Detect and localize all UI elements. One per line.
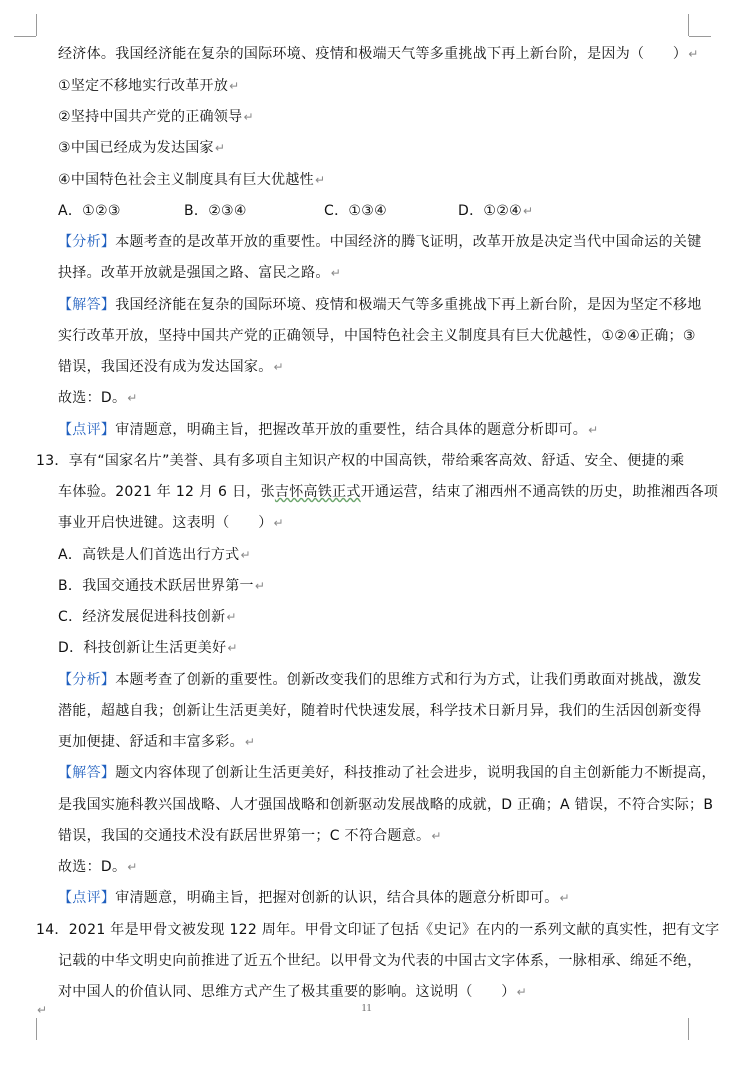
result-line: 故选：D。↵	[58, 859, 138, 875]
text-line: 错误，我国的交通技术没有跃居世界第一；C 不符合题意。↵	[58, 828, 442, 844]
crop-mark-top-right-h	[689, 36, 711, 37]
answer-tag: 【解答】	[58, 765, 116, 781]
option-line: ②坚持中国共产党的正确领导↵	[58, 109, 254, 125]
result-line: 故选：D。↵	[58, 390, 138, 406]
comment-line: 【点评】审清题意，明确主旨，把握对创新的认识，结合具体的题意分析即可。↵	[58, 890, 570, 906]
text-line: 实行改革开放，坚持中国共产党的正确领导，中国特色社会主义制度具有巨大优越性，①②④正确；③	[58, 328, 696, 344]
crop-mark-top-left-h	[14, 36, 36, 37]
comment-tag: 【点评】	[58, 422, 116, 438]
question-14: 14．2021 年是甲骨文被发现 122 周年。甲骨文印证了包括《史记》在内的一系列文献的真实性，把有文字	[36, 922, 720, 938]
text-line: 对中国人的价值认同、思维方式产生了极其重要的影响。这说明（ ）↵	[58, 984, 527, 1000]
comment-line: 【点评】审清题意，明确主旨，把握改革开放的重要性，结合具体的题意分析即可。↵	[58, 422, 599, 438]
option-line: ③中国已经成为发达国家↵	[58, 140, 226, 156]
answer-line: 【解答】我国经济能在复杂的国际环境、疫情和极端天气等多重挑战下再上新台阶，是因为坚定不移地	[58, 297, 702, 313]
paragraph-mark: ↵	[37, 1003, 48, 1017]
answer-tag: 【解答】	[58, 297, 116, 313]
comment-tag: 【点评】	[58, 890, 116, 906]
text-line: 经济体。我国经济能在复杂的国际环境、疫情和极端天气等多重挑战下再上新台阶，是因为（ ）↵	[58, 46, 699, 62]
text-line: 是我国实施科教兴国战略、人才强国战略和创新驱动发展战略的成就，D 正确；A 错误，不符合实际；B	[58, 797, 714, 813]
text-line: 车体验。2021 年 12 月 6 日，张吉怀高铁正式开通运营，结束了湘西州不通高铁的历史，助推湘西各项	[58, 484, 719, 500]
analysis-line: 【分析】本题考查的是改革开放的重要性。中国经济的腾飞证明，改革开放是决定当代中国命运的关键	[58, 234, 702, 250]
text-line: 抉择。改革开放就是强国之路、富民之路。↵	[58, 265, 342, 281]
text-line: 潜能，超越自我；创新让生活更美好，随着时代快速发展，科学技术日新月异，我们的生活因创新变得	[58, 703, 702, 719]
choices-line: A．①②③ B．②③④ C．①③④ D．①②④↵	[58, 203, 534, 219]
page-number: 11	[361, 1002, 372, 1014]
choice-c: C．①③④	[324, 203, 387, 219]
question-13: 13．享有“国家名片”美誉、具有多项自主知识产权的中国高铁，带给乘客高效、舒适、安全、便捷的乘	[36, 453, 685, 469]
analysis-tag: 【分析】	[58, 672, 116, 688]
analysis-tag: 【分析】	[58, 234, 116, 250]
analysis-line: 【分析】本题考查了创新的重要性。创新改变我们的思维方式和行为方式，让我们勇敢面对挑战，激发	[58, 672, 702, 688]
option-line: ④中国特色社会主义制度具有巨大优越性↵	[58, 172, 326, 188]
choice-b: B．②③④	[184, 203, 247, 219]
crop-mark-top-right-v	[688, 14, 689, 36]
choice-a: A．①②③	[58, 203, 121, 219]
crop-mark-bottom-right-v	[688, 1018, 689, 1040]
option-line: D．科技创新让生活更美好↵	[58, 640, 238, 656]
option-line: C．经济发展促进科技创新↵	[58, 609, 237, 625]
choice-d: D．①②④	[458, 203, 522, 219]
crop-mark-top-left-v	[36, 14, 37, 36]
text-line: 记载的中华文明史向前推进了近五个世纪。以甲骨文为代表的中国古文字体系，一脉相承、绵延不绝，	[58, 953, 702, 969]
text-line: 错误，我国还没有成为发达国家。↵	[58, 359, 284, 375]
option-line: A．高铁是人们首选出行方式↵	[58, 547, 251, 563]
crop-mark-bottom-left-v	[36, 1018, 37, 1040]
text-line: 事业开启快进键。这表明（ ）↵	[58, 515, 284, 531]
answer-line: 【解答】题文内容体现了创新让生活更美好，科技推动了社会进步，说明我国的自主创新能力不断提高，	[58, 765, 716, 781]
option-line: ①坚定不移地实行改革开放↵	[58, 78, 240, 94]
option-line: B．我国交通技术跃居世界第一↵	[58, 578, 266, 594]
text-line: 更加便捷、舒适和丰富多彩。↵	[58, 734, 256, 750]
